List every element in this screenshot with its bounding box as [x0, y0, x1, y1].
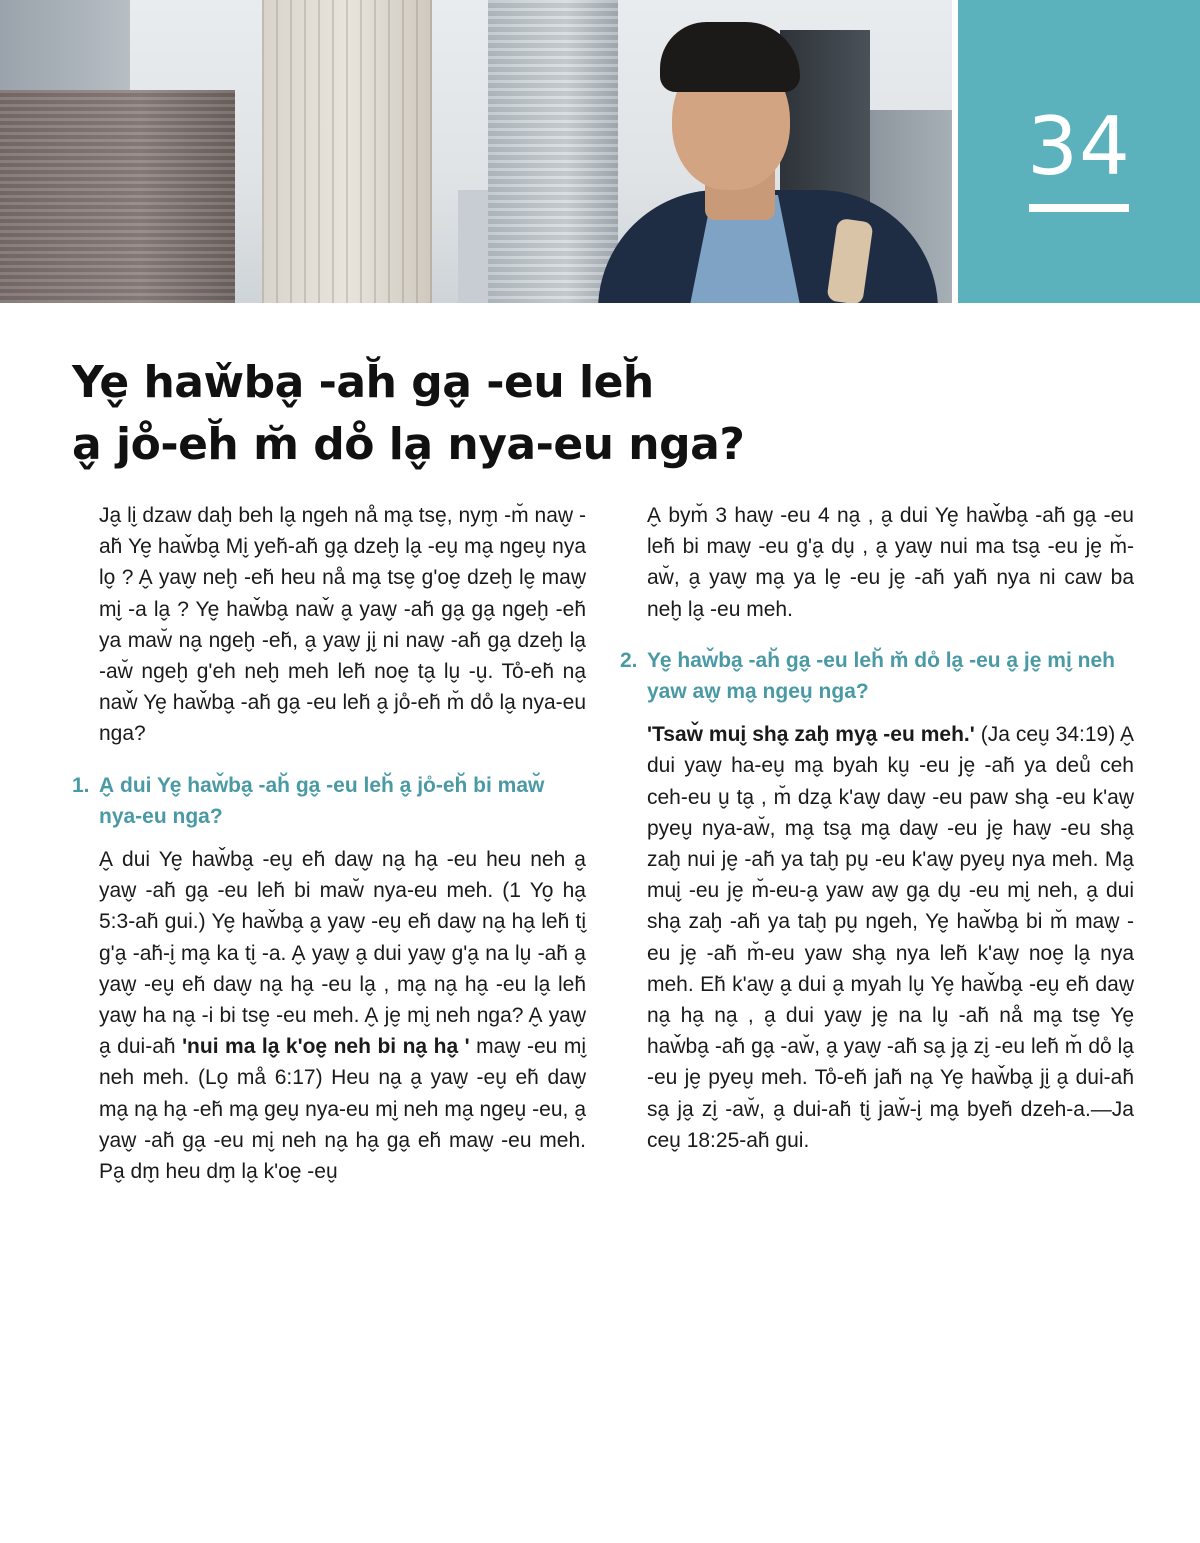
question-2-heading [620, 645, 1134, 707]
answer-emphasis: 'Tsaw̌ mui̬ sha̬ zah̬ mya̬ -eu meh.' [647, 723, 975, 747]
building [488, 0, 618, 303]
title-line-2: a̬ jo̊-eh̆ m̆ do̊ la̬ nya-eu nga? [72, 419, 745, 470]
question-number: 2. [620, 648, 638, 672]
question-number: 1. [72, 773, 90, 797]
page-title [72, 352, 1132, 476]
question-1-heading [72, 770, 586, 832]
continued-paragraph: A̬ bym̆ 3 haw̬ -eu 4 na̬ , a̬ dui Ye̬ haw̌ba̬ -ah̆ ga̬ -eu leh̆ bi maw̬ -eu g'a̬ du̬ , a̬ yaw̬ nui ma tsa̬ -eu je̬ m̆-aw̆, a̬ yaw̬ ma̬ ya le̬ -eu je̬ -ah̆ yah̆ nya ni caw ba neh̬ la̬ -eu meh. [647, 504, 1134, 621]
building [0, 90, 235, 303]
title-line-1: Ye̬ haw̌ba̬ -ah̆ ga̬ -eu leh̆ [72, 357, 654, 408]
answer-text: maw̬ -eu mi̬ neh meh. (Lo̬ må 6:17) Heu na̬ a̬ yaw̬ -eu̬ eh̆ daw̬ ma̬ na̬ ha̬ -eh̆ ma̬ geu̬ nya-eu mi̬ neh ma̬ ngeu̬ -eu, a̬ yaw̬ -ah̆ ga̬ -eu mi̬ neh na̬ ha̬ ga̬ eh̆ maw̬ -eu meh. Pa̬ dm̬ heu dm̬ la̬ k'oe̬ -eu̬ [99, 1035, 586, 1184]
question-text: Ye̬ haw̌ba̬ -ah̆ ga̬ -eu leh̆ m̆ do̊ la̬ -eu a̬ je̬ mi̬ neh yaw aw̬ ma̬ ngeu̬ nga? [647, 648, 1115, 704]
chapter-underline [1029, 204, 1129, 212]
chapter-number: 34 [1027, 100, 1131, 193]
building [262, 0, 432, 303]
answer-emphasis: 'nui ma la̬ k'oe̬ neh bi na̬ ha̬ ' [182, 1035, 470, 1059]
right-column [620, 500, 1134, 1156]
header-photo [0, 0, 952, 303]
left-column [72, 500, 586, 1187]
question-1-answer [72, 844, 586, 1187]
person-hair [660, 22, 800, 92]
chapter-tab [958, 0, 1200, 303]
answer-text: (Ja ceu̬ 34:19) A̬ dui yaw̬ ha-eu̬ ma̬ byah ku̬ -eu je̬ -ah̆ ya deů ceh ceh-eu u̬ ta̬ , m̆ dza̬ k'aw̬ daw̬ -eu paw sha̬ -eu k'aw̬ pyeu̬ nya-aw̆, ma̬ tsa̬ ma̬ daw̬ -eu je̬ haw̬ -eu sha̬ zah̬ nui je̬ -ah̆ ya tah̬ pu̬ -eu k'aw̬ pyeu̬ nya meh. Ma̬ mui̬ -eu je̬ m̆-eu-a̬ yaw aw̬ ga̬ du̬ -eu mi̬ neh, a̬ dui sha̬ zah̬ -ah̆ ya tah̬ pu̬ ngeh, Ye̬ haw̌ba̬ bi m̆ maw̬ -eu je̬ -ah̆ m̆-eu yaw sha̬ nya leh̆ k'aw̬ noe̬ la̬ nya meh. Eh̆ k'aw̬ a̬ dui a̬ myah lu̬ Ye̬ haw̌ba̬ -eu̬ eh̆ daw̬ na̬ ha̬ na̬ , a̬ dui yaw̬ je̬ na lu̬ -ah̆ nå ma̬ tse̬ Ye̬ haw̌ba̬ -ah̆ ga̬ -aw̆, a̬ yaw̬ -ah̆ sa̬ ja̬ zi̬ -eu leh̆ m̆ do̊ la̬ -eu je̬ pyeu̬ meh. To̊-eh̆ jah̆ na̬ Ye̬ haw̌ba̬ ji̬ a̬ dui-ah̆ sa̬ ja̬ zi̬ -aw̆, a̬ dui-ah̆ ti̬ jaw̆-i̬ ma̬ byeh̆ dzeh-a.—Ja ceu̬ 18:25-ah̆ gui. [647, 723, 1134, 1152]
question-text: A̬ dui Ye̬ haw̌ba̬ -ah̆ ga̬ -eu leh̆ a̬ jo̊-eh̆ bi maw̆ nya-eu nga? [99, 773, 545, 828]
question-2-answer [620, 719, 1134, 1156]
answer-text: A̬ dui Ye̬ haw̌ba̬ -eu̬ eh̆ daw̬ na̬ ha̬ -eu heu neh a̬ yaw̬ -ah̆ ga̬ -eu leh̆ bi maw̆ nya-eu meh. (1 Yo̬ ha̬ 5:3-ah̆ gui.) Ye̬ haw̌ba̬ a̬ yaw̬ -eu̬ eh̆ daw̬ na̬ ha̬ leh̆ ti̬ g'a̬ -ah̆-i̬ ma̬ ka ti̬ -a. A̬ yaw̬ a̬ dui yaw̬ g'a̬ na lu̬ -ah̆ a̬ yaw̬ -eu̬ eh̆ daw̬ na̬ ha̬ -eu la̬ , ma̬ na̬ ha̬ -eu la̬ leh̆ yaw̬ ha na̬ -i bi tse̬ -eu meh. A̬ je̬ mi̬ neh nga? A̬ yaw̬ a̬ dui-ah̆ [99, 848, 586, 1059]
intro-paragraph: Ja̬ li̬ dzaw dah̬ beh la̬ ngeh nå ma̬ tse̬, nym̬ -m̆ naw̬ -ah̆ Ye̬ haw̌ba̬ Mi̬ yeh̆-ah̆ ga̬ dzeh̬ la̬ -eu̬ ma̬ ngeu̬ nya lo̬ ? A̬ yaw̬ neh̬ -eh̆ heu nå ma̬ tse̬ g'oe̬ dzeh̬ le̬ maw̬ mi̬ -a la̬ ? Ye̬ haw̌ba̬ naw̌ a̬ yaw̬ -ah̆ ga̬ ga̬ ngeh̬ -eh̆ ya maw̆ na̬ ngeh̬ -eh̆, a̬ yaw̬ ji̬ ni naw̬ -ah̆ ga̬ dzeh̬ la̬ -aw̆ ngeh̬ g'eh neh̬ meh leh̆ noe̬ ta̬ lu̬ -u̬. To̊-eh̆ na̬ naw̌ Ye̬ haw̌ba̬ -ah̆ ga̬ -eu leh̆ a̬ jo̊-eh̆ m̆ do̊ la̬ nya-eu nga? [99, 504, 586, 746]
